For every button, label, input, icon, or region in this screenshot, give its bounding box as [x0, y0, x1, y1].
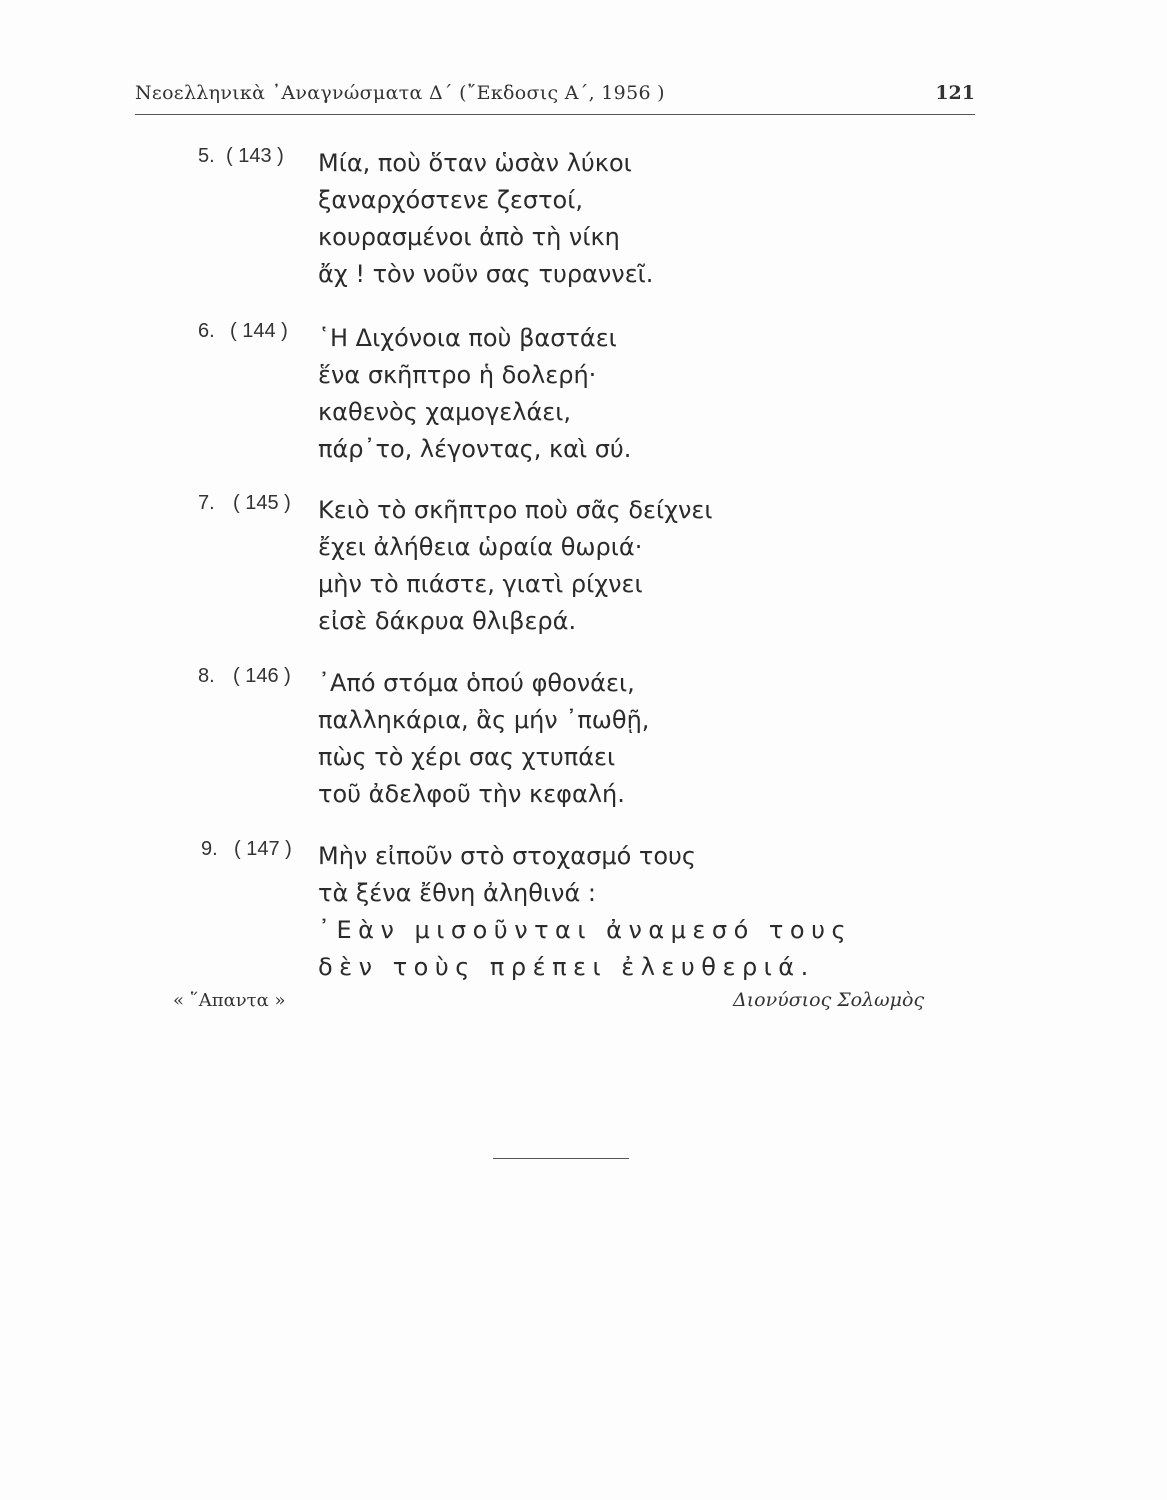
header-title: Νεοελληνικὰ ᾿Αναγνώσματα Δ΄ (῎Εκδοσις Α΄, 1956 ): [135, 82, 665, 104]
stanza-reference: ( 143 ): [226, 145, 284, 167]
page-number: 121: [935, 82, 975, 104]
verse-line: ᾿Από στόμα ὁπού φθονάει,: [318, 669, 635, 697]
stanza-index: 8.: [198, 665, 215, 687]
verse-line-spaced: δὲν τοὺς πρέπει ἐλευθεριά.: [318, 953, 815, 981]
stanza-index: 6.: [198, 320, 215, 342]
stanza-index: 7.: [198, 492, 215, 514]
verse-line: Κειὸ τὸ σκῆπτρο ποὺ σᾶς δείχνει: [318, 496, 713, 524]
verse-line: ῾Η Διχόνοια ποὺ βαστάει: [318, 324, 617, 352]
verse-line: πάρ᾿το, λέγοντας, καὶ σύ.: [318, 435, 632, 463]
verse: [318, 145, 653, 293]
verse-line: ἕνα σκῆπτρο ἡ δολερή·: [318, 361, 597, 389]
verse-line: Μὴν εἰποῦν στὸ στοχασμό τους: [318, 842, 696, 870]
source-citation: « ῞Απαντα »: [173, 990, 286, 1011]
verse-line: τὰ ξένα ἔθνη ἀληθινά :: [318, 879, 596, 907]
verse-line: καθενὸς χαμογελάει,: [318, 398, 571, 426]
stanza-reference: ( 146 ): [233, 665, 291, 687]
verse-line: ἔχει ἀλήθεια ὡραία θωριά·: [318, 533, 643, 561]
verse: [318, 665, 649, 813]
stanza-reference: ( 147 ): [234, 838, 292, 860]
running-header: [135, 82, 975, 114]
stanza-index: 5.: [198, 145, 215, 167]
verse-line: τοῦ ἀδελφοῦ τὴν κεφαλή.: [318, 780, 625, 808]
verse-line: κουρασμένοι ἀπὸ τὴ νίκη: [318, 223, 620, 251]
verse-line: μὴν τὸ πιάστε, γιατὶ ρίχνει: [318, 570, 643, 598]
verse-line: εἰσὲ δάκρυα θλιβερά.: [318, 607, 577, 635]
verse: [318, 492, 712, 640]
stanza-reference: ( 145 ): [233, 492, 291, 514]
verse-line: ἄχ ! τὸν νοῦν σας τυραννεῖ.: [318, 260, 654, 288]
verse-line-spaced: ᾿Εὰν μισοῦνται ἀναμεσό τους: [318, 916, 853, 944]
stanza-reference: ( 144 ): [230, 320, 288, 342]
end-rule: [493, 1158, 629, 1159]
header-rule: [135, 114, 975, 115]
stanza-index: 9.: [201, 838, 218, 860]
verse-line: παλληκάρια, ἂς μήν ᾿πωθῇ,: [318, 706, 650, 734]
verse-line: Μία, ποὺ ὅταν ὡσὰν λύκοι: [318, 149, 632, 177]
verse: [318, 838, 852, 986]
verse-line: ξαναρχόστενε ζεστοί,: [318, 186, 583, 214]
verse-line: πὼς τὸ χέρι σας χτυπάει: [318, 743, 616, 771]
author-name: Διονύσιος Σολωμὸς: [733, 989, 925, 1011]
verse: [318, 320, 631, 468]
